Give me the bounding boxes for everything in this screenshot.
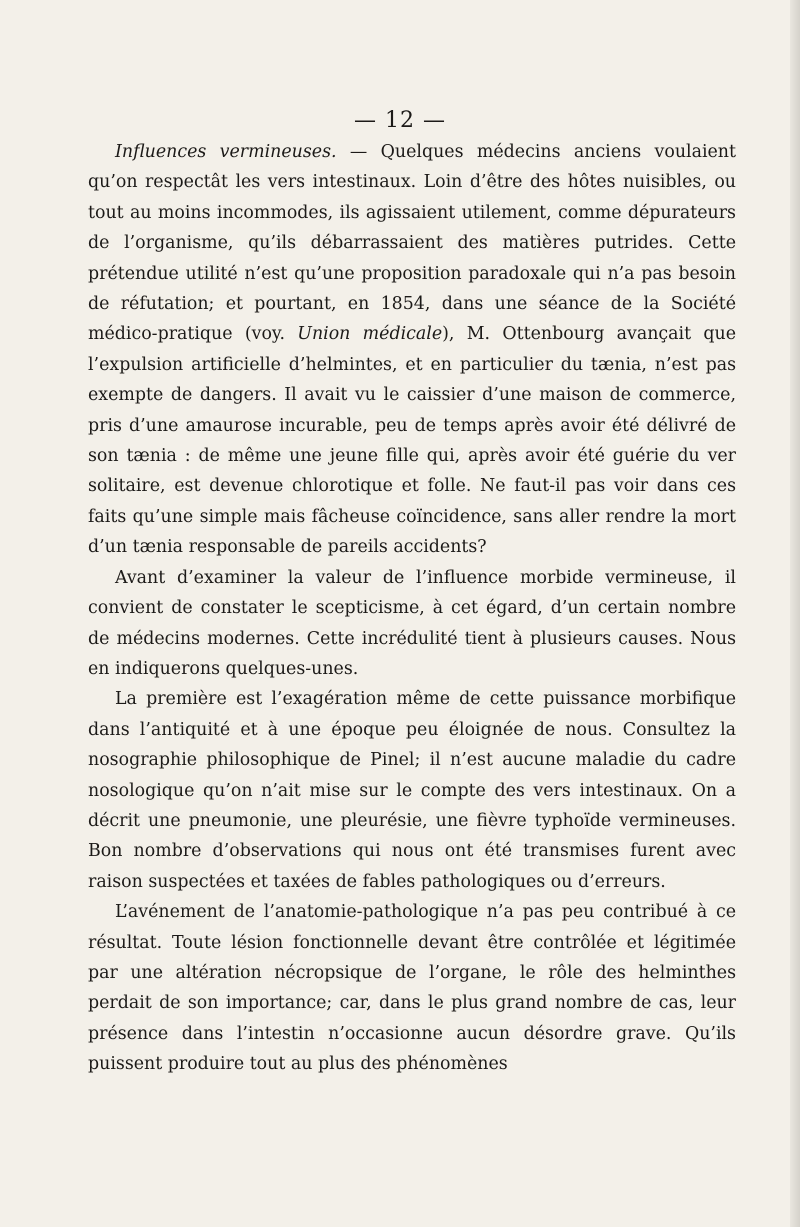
paragraph-4: L’avénement de l’anatomie-pathologique n’a pas peu contribué à ce résultat. Toute lésion fonctionnelle devant être contrôlée et légitimée par une altération nécropsique de l’organe, le rôle des helminthes perdait de son importance; car, dans le plus grand nombre de cas, leur présence dans l’intestin n’occasionne aucun désordre grave. Qu’ils puissent produire tout au plus des phénomènes <box>88 902 736 1075</box>
journal-title: Union médicale <box>297 324 443 345</box>
paragraph-1-part-2: ), M. Ottenbourg avançait que l’expulsion artificielle d’helmintes, et en particulier du tænia, n’est pas exempte de dangers. Il avait vu le caissier d’une maison de commerce, pris d’une amaurose incurable, peu de temps après avoir été délivré de son tænia : de même une jeune fille qui, après avoir été guérie du ver solitaire, est devenue chlorotique et folle. Ne faut-il pas voir dans ces faits qu’une simple mais fâcheuse coïncidence, sans aller rendre la mort d’un tænia responsable de pareils accidents? <box>88 324 737 558</box>
page-number: — 12 — <box>354 108 446 133</box>
paragraph-1-part-1: — Quelques médecins anciens voulaient qu’on respectât les vers intestinaux. Loin d’être des hôtes nuisibles, ou tout au moins incommodes, ils agissaient utilement, comme dépurateurs de l’organisme, qu’ils débarrassaient des matières putrides. Cette prétendue utilité n’est qu’une proposition paradoxale qui n’a pas besoin de réfutation; et pourtant, en 1854, dans une séance de la Société médico-pratique (voy. <box>88 142 736 345</box>
page-edge-shadow <box>790 0 800 1227</box>
section-heading: Influences vermineuses. <box>115 142 337 162</box>
paragraph-1 <box>88 137 736 563</box>
body-text <box>88 137 736 1080</box>
paragraph-3: La première est l’exagération même de cette puissance morbifique dans l’antiquité et à une époque peu éloignée de nous. Consultez la nosographie philosophique de Pinel; il n’est aucune maladie du cadre nosologique qu’on n’ait mise sur le compte des vers intestinaux. On a décrit une pneumonie, une pleurésie, une fièvre typhoïde vermineuses. Bon nombre d’observations qui nous ont été transmises furent avec raison suspectées et taxées de fables pathologiques ou d’erreurs. <box>88 689 736 892</box>
paragraph-2: Avant d’examiner la valeur de l’influence morbide vermineuse, il convient de constater le scepticisme, à cet égard, d’un certain nombre de médecins modernes. Cette incrédulité tient à plusieurs causes. Nous en indiquerons quelques-unes. <box>88 567 736 679</box>
